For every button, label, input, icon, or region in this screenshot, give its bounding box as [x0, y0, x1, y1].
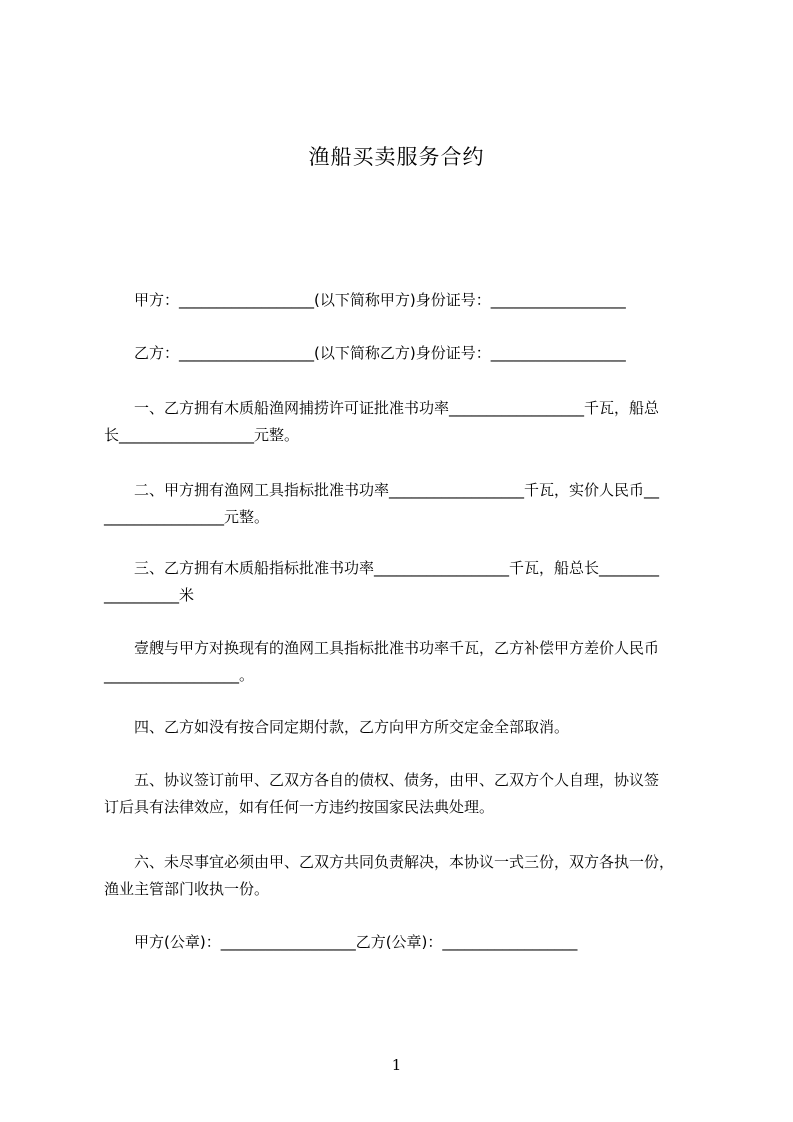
party-a-line: 甲方：__________________(以下简称甲方)身份证号：__________________ [104, 291, 626, 309]
signature-line: 甲方(公章)：__________________乙方(公章)：__________________ [104, 933, 578, 951]
clause-1-line-2: 长__________________元整。 [104, 426, 300, 444]
clause-6-line-2: 渔业主管部门收执一份。 [104, 880, 270, 898]
exchange-line-1: 壹艘与甲方对换现有的渔网工具指标批准书功率千瓦，乙方补偿甲方差价人民币 [104, 639, 660, 657]
clause-2-line-2: ________________元整。 [104, 508, 270, 526]
clause-6-line-1: 六、未尽事宜必须由甲、乙双方共同负责解决，本协议一式三份，双方各执一份， [104, 853, 675, 871]
clause-4-line: 四、乙方如没有按合同定期付款，乙方向甲方所交定金全部取消。 [104, 718, 570, 736]
clause-2-line-1: 二、甲方拥有渔网工具指标批准书功率__________________千瓦，实价人民币__ [104, 481, 660, 499]
clause-5-line-1: 五、协议签订前甲、乙双方各自的债权、债务，由甲、乙双方个人自理，协议签 [104, 771, 660, 789]
exchange-line-2: __________________。 [104, 666, 255, 684]
page-number: 1 [391, 1056, 402, 1074]
clause-3-line-2: __________米 [104, 586, 195, 604]
clause-1-line-1: 一、乙方拥有木质船渔网捕捞许可证批准书功率__________________千瓦，船总 [104, 399, 660, 417]
clause-3-line-1: 三、乙方拥有木质船指标批准书功率__________________千瓦，船总长________ [104, 559, 660, 577]
document-title: 渔船买卖服务合约 [308, 145, 485, 169]
party-b-line: 乙方：__________________(以下简称乙方)身份证号：__________________ [104, 344, 626, 362]
clause-5-line-2: 订后具有法律效应，如有任何一方违约按国家民法典处理。 [104, 798, 495, 816]
